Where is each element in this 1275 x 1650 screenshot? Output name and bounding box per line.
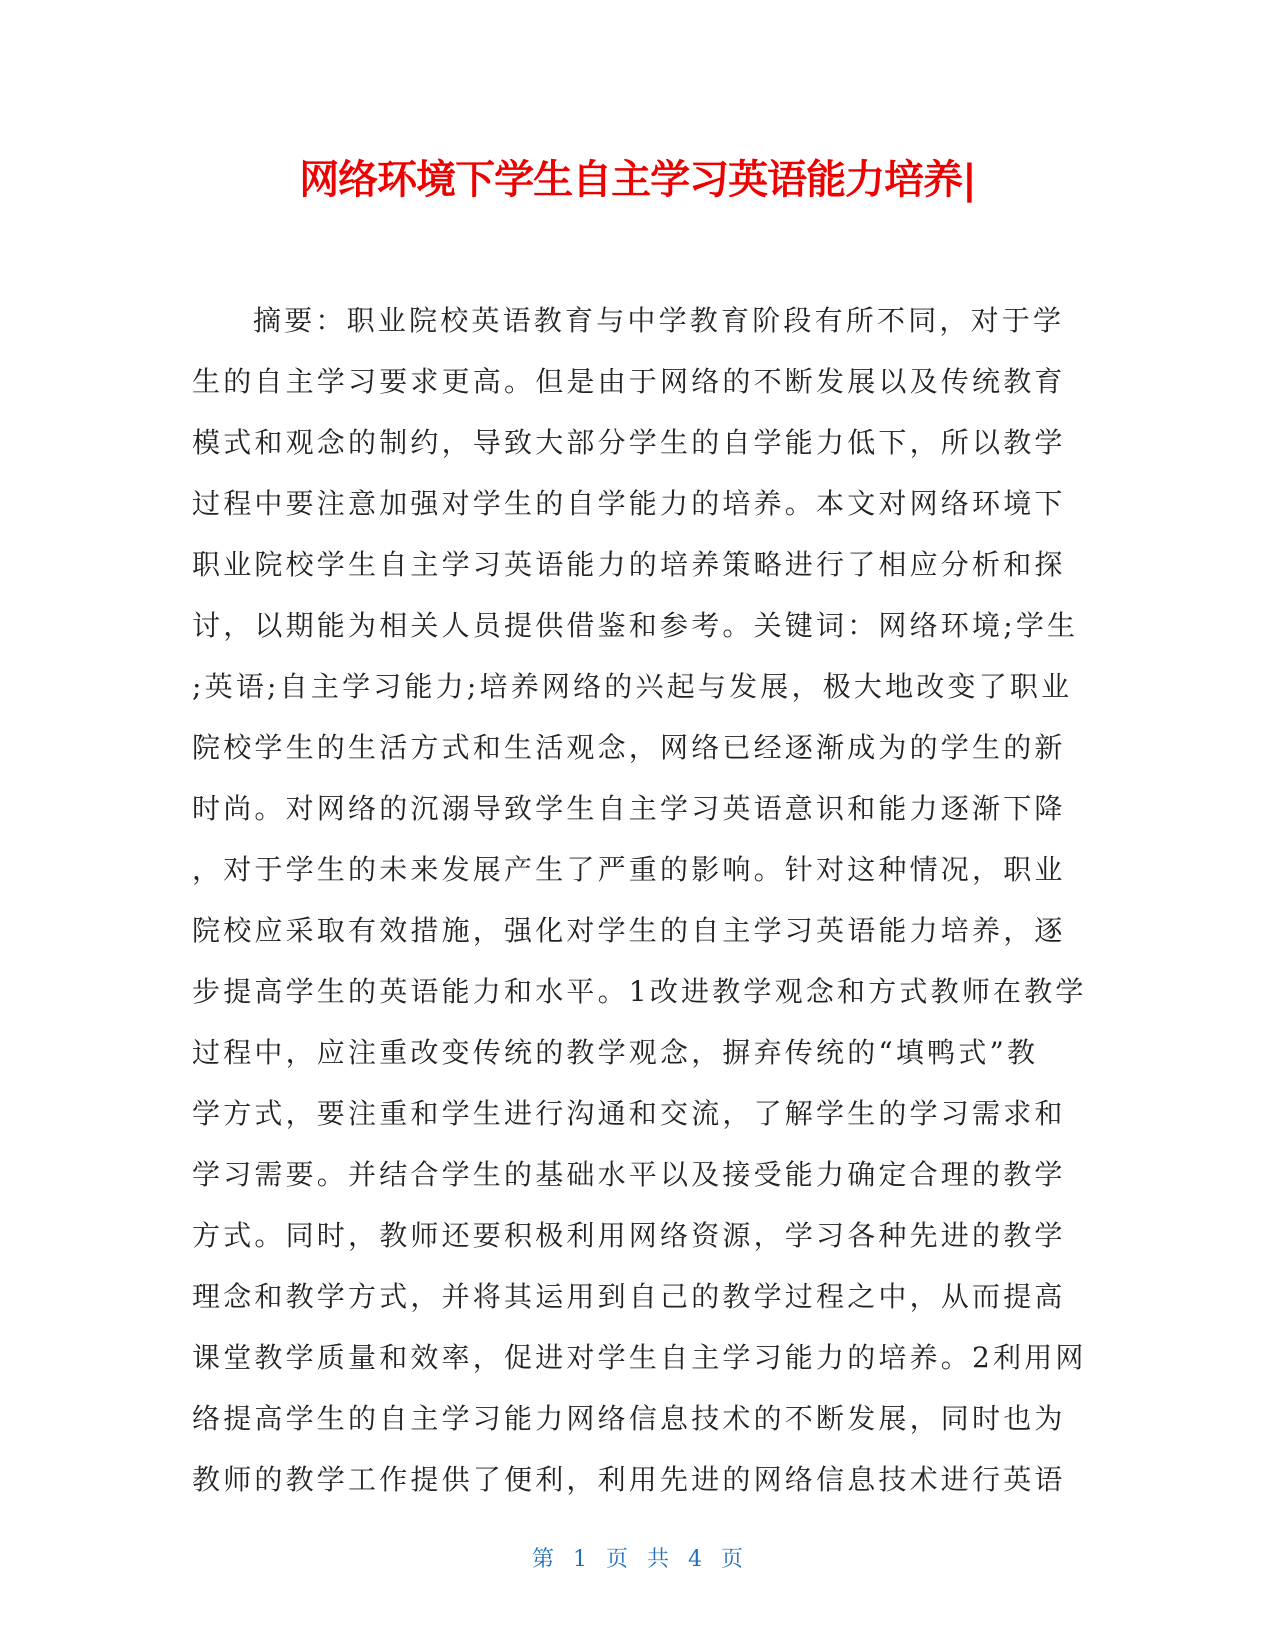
body-line: 学方式，要注重和学生进行沟通和交流，了解学生的学习需求和 bbox=[192, 1097, 1066, 1130]
body-line: 步提高学生的英语能力和水平。1改进教学观念和方式教师在教学 bbox=[192, 975, 1087, 1008]
body-line: 模式和观念的制约，导致大部分学生的自学能力低下，所以教学 bbox=[192, 426, 1066, 459]
body-line: 过程中，应注重改变传统的教学观念，摒弃传统的“填鸭式”教 bbox=[192, 1036, 1039, 1069]
body-line: 职业院校学生自主学习英语能力的培养策略进行了相应分析和探 bbox=[192, 548, 1066, 581]
body-line: 讨，以期能为相关人员提供借鉴和参考。关键词：网络环境;学生 bbox=[192, 609, 1079, 642]
body-line: 院校应采取有效措施，强化对学生的自主学习英语能力培养，逐 bbox=[192, 914, 1066, 947]
body-line: 方式。同时，教师还要积极利用网络资源，学习各种先进的教学 bbox=[192, 1219, 1066, 1252]
body-line: 过程中要注意加强对学生的自学能力的培养。本文对网络环境下 bbox=[192, 487, 1066, 520]
body-line: 学习需要。并结合学生的基础水平以及接受能力确定合理的教学 bbox=[192, 1158, 1066, 1191]
body-line: ，对于学生的未来发展产生了严重的影响。针对这种情况，职业 bbox=[192, 853, 1066, 886]
document-body bbox=[192, 290, 1102, 1510]
body-line: ;英语;自主学习能力;培养网络的兴起与发展，极大地改变了职业 bbox=[192, 670, 1073, 703]
body-line: 生的自主学习要求更高。但是由于网络的不断发展以及传统教育 bbox=[192, 365, 1066, 398]
body-line: 时尚。对网络的沉溺导致学生自主学习英语意识和能力逐渐下降 bbox=[192, 792, 1066, 825]
body-line: 课堂教学质量和效率，促进对学生自主学习能力的培养。2利用网 bbox=[192, 1341, 1087, 1374]
page-number-footer: 第 1 页 共 4 页 bbox=[532, 1547, 743, 1572]
body-line: 教师的教学工作提供了便利，利用先进的网络信息技术进行英语 bbox=[192, 1463, 1066, 1496]
body-line: 院校学生的生活方式和生活观念，网络已经逐渐成为的学生的新 bbox=[192, 731, 1066, 764]
body-line: 络提高学生的自主学习能力网络信息技术的不断发展，同时也为 bbox=[192, 1402, 1066, 1435]
document-title: 网络环境下学生自主学习英语能力培养| bbox=[299, 157, 976, 203]
body-line: 理念和教学方式，并将其运用到自己的教学过程之中，从而提高 bbox=[192, 1280, 1066, 1313]
body-line: 摘要：职业院校英语教育与中学教育阶段有所不同，对于学 bbox=[253, 304, 1065, 337]
